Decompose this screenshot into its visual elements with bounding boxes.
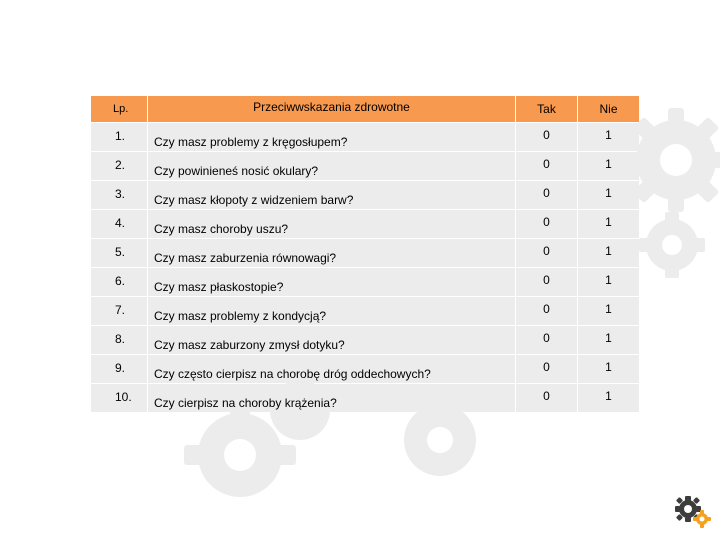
row-question: Czy masz płaskostopie? bbox=[148, 268, 515, 296]
contraindications-table bbox=[90, 95, 640, 413]
row-question: Czy powinieneś nosić okulary? bbox=[148, 152, 515, 180]
row-number: 6. bbox=[91, 268, 147, 296]
row-no-value: 1 bbox=[578, 152, 639, 180]
header-yes: Tak bbox=[516, 96, 577, 122]
row-yes-value: 0 bbox=[516, 181, 577, 209]
row-yes-value: 0 bbox=[516, 355, 577, 383]
row-yes-value: 0 bbox=[516, 326, 577, 354]
row-question: Czy masz choroby uszu? bbox=[148, 210, 515, 238]
header-lp: Lp. bbox=[91, 96, 147, 122]
table-row bbox=[91, 152, 639, 180]
header-question: Przeciwwskazania zdrowotne bbox=[148, 96, 515, 122]
row-no-value: 1 bbox=[578, 384, 639, 412]
row-question: Czy cierpisz na choroby krążenia? bbox=[148, 384, 515, 412]
table-row bbox=[91, 355, 639, 383]
row-no-value: 1 bbox=[578, 181, 639, 209]
row-yes-value: 0 bbox=[516, 152, 577, 180]
row-yes-value: 0 bbox=[516, 384, 577, 412]
row-no-value: 1 bbox=[578, 239, 639, 267]
row-number: 3. bbox=[91, 181, 147, 209]
header-no: Nie bbox=[578, 96, 639, 122]
table-row bbox=[91, 123, 639, 151]
row-question: Czy masz zaburzenia równowagi? bbox=[148, 239, 515, 267]
table-row bbox=[91, 239, 639, 267]
row-no-value: 1 bbox=[578, 355, 639, 383]
row-number: 10. bbox=[91, 384, 147, 412]
row-number: 1. bbox=[91, 123, 147, 151]
row-question: Czy masz problemy z kręgosłupem? bbox=[148, 123, 515, 151]
row-number: 5. bbox=[91, 239, 147, 267]
row-question: Czy masz kłopoty z widzeniem barw? bbox=[148, 181, 515, 209]
table-row bbox=[91, 384, 639, 412]
row-number: 2. bbox=[91, 152, 147, 180]
table-row bbox=[91, 268, 639, 296]
row-no-value: 1 bbox=[578, 268, 639, 296]
row-no-value: 1 bbox=[578, 210, 639, 238]
row-yes-value: 0 bbox=[516, 297, 577, 325]
table-row bbox=[91, 181, 639, 209]
gears-logo-icon bbox=[674, 494, 712, 530]
table-header-row bbox=[91, 96, 639, 122]
row-yes-value: 0 bbox=[516, 210, 577, 238]
row-number: 9. bbox=[91, 355, 147, 383]
row-question: Czy masz problemy z kondycją? bbox=[148, 297, 515, 325]
row-number: 8. bbox=[91, 326, 147, 354]
table-row bbox=[91, 326, 639, 354]
row-no-value: 1 bbox=[578, 123, 639, 151]
row-no-value: 1 bbox=[578, 297, 639, 325]
row-yes-value: 0 bbox=[516, 268, 577, 296]
row-no-value: 1 bbox=[578, 326, 639, 354]
row-question: Czy masz zaburzony zmysł dotyku? bbox=[148, 326, 515, 354]
table-row bbox=[91, 210, 639, 238]
row-question: Czy często cierpisz na chorobę dróg oddechowych? bbox=[148, 355, 515, 383]
row-yes-value: 0 bbox=[516, 123, 577, 151]
row-number: 4. bbox=[91, 210, 147, 238]
row-yes-value: 0 bbox=[516, 239, 577, 267]
row-number: 7. bbox=[91, 297, 147, 325]
table-row bbox=[91, 297, 639, 325]
